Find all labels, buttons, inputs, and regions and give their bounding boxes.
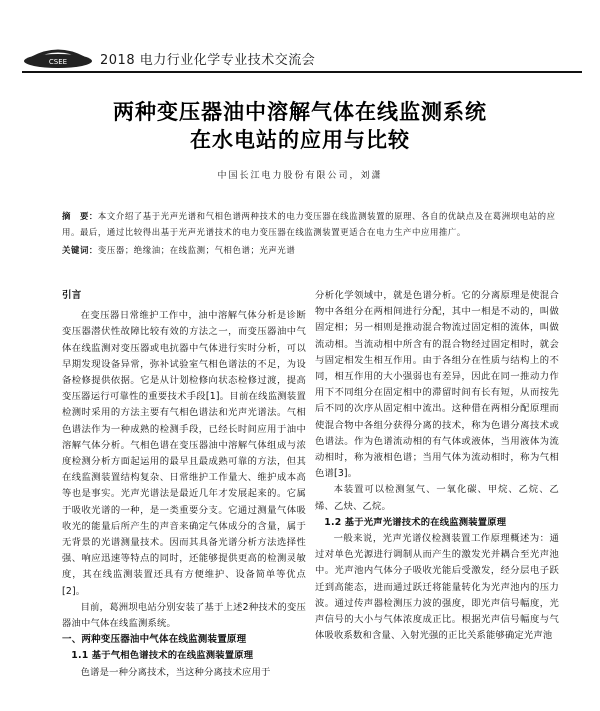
conference-header [22, 44, 582, 72]
abstract-text: 本文介绍了基于光声光谱和气相色谱两种技术的电力变压器在线监测装置的原理、各自的优缺点及在葛洲坝电站的应用。最后，通过比较得出基于光声光谱技术的电力变压器在线监测装置更适合在电力生产中应用推广。 [62, 211, 556, 237]
abstract [62, 208, 558, 240]
keywords-text: 变压器；绝缘油；在线监测；气相色谱；光声光谱 [97, 245, 296, 255]
intro-heading: 引言 [62, 290, 82, 301]
right-column [315, 288, 559, 644]
svg-text:CSEE: CSEE [48, 58, 68, 66]
right-paragraph-1: 分析化学领域中，就是色谱分析。它的分离原理是使混合物中各组分在两相间进行分配，其中一相是不动的，叫做固定相；另一相则是推动混合物流过固定相的流体，叫做流动相。当流动相中所含有的混合物经过固定相时，就会与固定相发生相互作用。由于各组分在性质与结构上的不同，相互作用的大小强弱也有差异，因此在同一推动力作用下不同组分在固定相中的滞留时间有长有短，从而按先后不同的次序从固定相中流出。这种借在两相分配原理而使混合物中各组分获得分离的技术，称为色谱分离技术或色谱法。作为色谱流动相的有气体或液体，当用液体为流动相时，称为液相色谱；当用气体为流动相时，称为气相色谱[3]。 [315, 290, 559, 480]
keywords [62, 244, 558, 256]
csee-logo [22, 44, 94, 70]
intro-paragraph-2: 目前，葛洲坝电站分别安装了基于上述2种技术的变压器油中气体在线监测系统。 [62, 601, 306, 630]
header-divider [22, 71, 582, 73]
section-1-1-heading: 1.1 基于气相色谱技术的在线监测装置原理 [71, 650, 254, 662]
paper-title-line-2: 在水电站的应用与比较 [190, 128, 410, 152]
section-1-2-paragraph: 一般来说，光声光谱仪检测装置工作原理概述为：通过对单色光源进行调制从而产生的激发光并耦合至光声池中。光声池内气体分子吸收光能后受激发，经分层电子跃迁到高能态，进而通过跃迁将能量转化为光声池内的压力波。通过传声器检测压力波的强度，即光声信号幅度，光声信号的大小与气体浓度成正比。根据光声信号幅度与气体吸收系数和含量、入射光强的正比关系能够确定光声池 [315, 533, 559, 642]
intro-paragraph-1: 在变压器日常维护工作中，油中溶解气体分析是诊断变压器潜伏性故障比较有效的方法之一，而变压器油中气体在线监测对变压器或电抗器中气体进行实时分析，可以早期发现设备异常，弥补试验室气相色谱法的不足，为设备检修提供依据。它是从计划检修向状态检修过渡，提高变压器运行可靠性的重要技术手段[1]。目前在线监测装置检测时采用的方法主要有气相色谱法和光声光谱法。气相色谱法作为一种成熟的检测手段，已经长时间应用于油中溶解气体分析。气相色谱在变压器油中溶解气体组成与浓度检测分析方面起运用的最早且最成熟可靠的方法，但其在线监测装置结构复杂、日常维护工作量大、维护成本高等也是事实。光声光谱法是最近几年才发展起来的。它属于吸收光谱的一种，是一类重要分支。它通过测量气体吸收光的能量后所产生的声音来确定气体成分的含量，属于无背景的光谱测量技术。因而其具备光谱分析方法选择性强、响应迅速等特点的同时，还能够提供更高的检测灵敏度，其在线监测装置还具有方便维护、设备简单等优点[2]。 [62, 310, 306, 597]
paper-title-line-1: 两种变压器油中溶解气体在线监测系统 [113, 100, 487, 124]
right-paragraph-2: 本装置可以检测氢气、一氧化碳、甲烷、乙烷、乙烯、乙炔、乙烷。 [315, 484, 559, 512]
conference-title: 2018 电力行业化学专业技术交流会 [100, 53, 316, 68]
section-1-heading: 一、两种变压器油中气体在线监测装置原理 [62, 634, 247, 646]
left-column [62, 288, 306, 681]
section-1-1-paragraph: 色谱是一种分离技术，当这种分离技术应用于 [80, 666, 271, 678]
author-affiliation: 中国长江电力股份有限公司，刘潇 [217, 171, 383, 181]
keywords-label: 关键词： [62, 245, 98, 255]
abstract-label: 摘 要： [62, 211, 98, 221]
section-1-2-heading: 1.2 基于光声光谱技术的在线监测装置原理 [324, 516, 507, 528]
